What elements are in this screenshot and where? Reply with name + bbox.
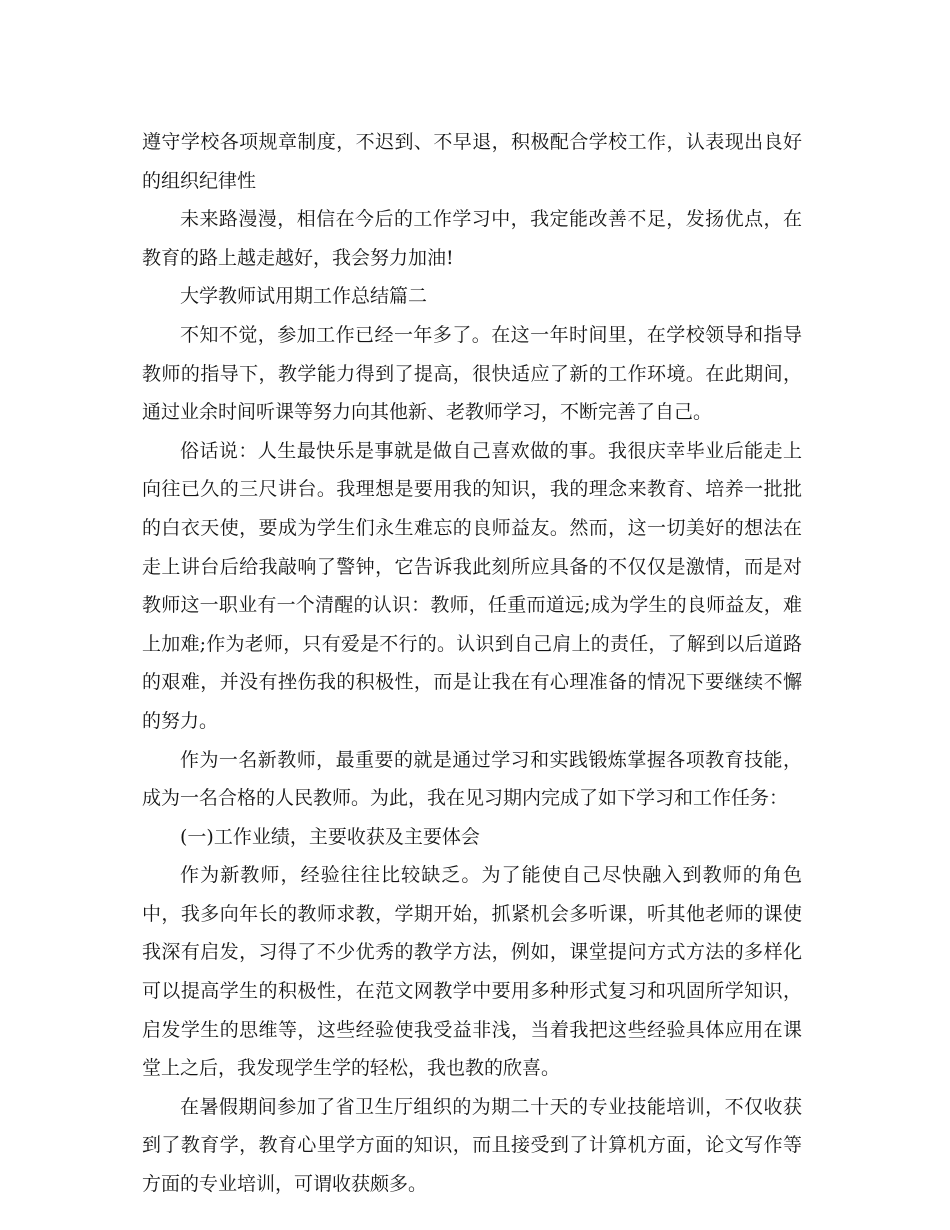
paragraph: 不知不觉，参加工作已经一年多了。在这一年时间里，在学校领导和指导教师的指导下，教学能力得到了提高，很快适应了新的工作环境。在此期间，通过业余时间听课等努力向其他新、老教师学习，不断完善了自己。 [142,323,802,424]
paragraph: 遵守学校各项规章制度，不迟到、不早退，积极配合学校工作，认表现出良好的组织纪律性 [142,131,802,192]
document-body [142,123,802,1204]
paragraph: 在暑假期间参加了省卫生厅组织的为期二十天的专业技能培训，不仅收获到了教育学，教育心里学方面的知识，而且接受到了计算机方面，论文写作等方面的专业培训，可谓收获颇多。 [142,1095,802,1196]
subsection-heading: (一)工作业绩，主要收获及主要体会 [180,825,480,848]
paragraph: 未来路漫漫，相信在今后的工作学习中，我定能改善不足，发扬优点，在教育的路上越走越好，我会努力加油! [142,208,802,269]
paragraph: 作为一名新教师，最重要的就是通过学习和实践锻炼掌握各项教育技能，成为一名合格的人民教师。为此，我在见习期内完成了如下学习和工作任务： [142,748,802,810]
section-heading: 大学教师试用期工作总结篇二 [180,285,428,308]
paragraph: 俗话说：人生最快乐是事就是做自己喜欢做的事。我很庆幸毕业后能走上向往已久的三尺讲台。我理想是要用我的知识，我的理念来教育、培养一批批的白衣天使，要成为学生们永生难忘的良师益友。然而，这一切美好的想法在走上讲台后给我敲响了警钟，它告诉我此刻所应具备的不仅仅是激情，而是对教师这一职业有一个清醒的认识：教师，任重而道远;成为学生的良师益友，难上加难;作为老师，只有爱是不行的。认识到自己肩上的责任，了解到以后道路的艰难，并没有挫伤我的积极性，而是让我在有心理准备的情况下要继续不懈的努力。 [142,439,802,732]
paragraph: 作为新教师，经验往往比较缺乏。为了能使自己尽快融入到教师的角色中，我多向年长的教师求教，学期开始，抓紧机会多听课，听其他老师的课使我深有启发，习得了不少优秀的教学方法，例如，课堂提问方式方法的多样化可以提高学生的积极性，在范文网教学中要用多种形式复习和巩固所学知识，启发学生的思维等，这些经验使我受益非浅，当着我把这些经验具体应用在课堂上之后，我发现学生学的轻松，我也教的欣喜。 [142,864,802,1080]
